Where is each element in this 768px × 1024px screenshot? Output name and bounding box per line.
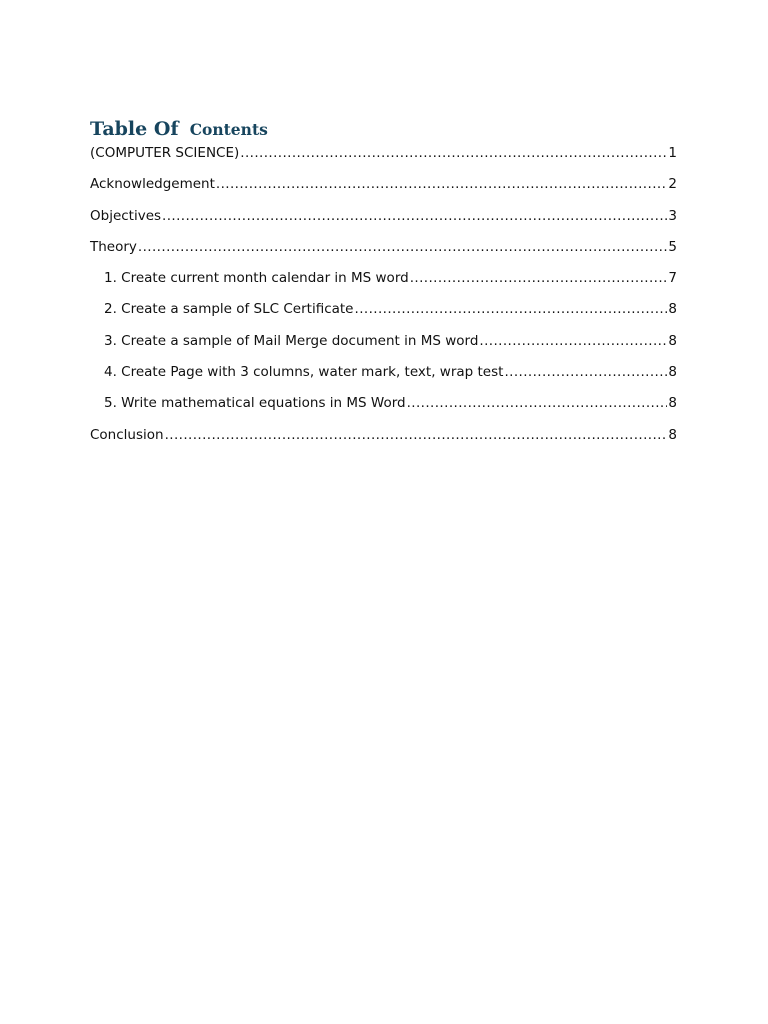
dot-leader [162,208,667,224]
toc-entry-computer-science[interactable] [90,145,677,176]
toc-entry-theory[interactable] [90,239,677,270]
toc-entry-page-number: 2 [668,176,677,193]
toc-entry-label: 2. Create a sample of SLC Certificate [104,301,354,318]
toc-subentry-page-columns[interactable] [90,364,677,395]
dot-leader [410,270,668,286]
toc-subentry-equations[interactable] [90,395,677,426]
toc-entry-label: 5. Write mathematical equations in MS Word [104,395,406,412]
dot-leader [355,301,668,317]
toc-entry-page-number: 3 [668,207,677,224]
toc-entry-label: Objectives [90,207,162,224]
toc-entry-page-number: 5 [668,238,677,255]
toc-entry-label: 1. Create current month calendar in MS word [104,270,409,287]
toc-entry-page-number: 1 [668,145,677,161]
toc-entry-acknowledgement[interactable] [90,176,677,207]
dot-leader [479,333,667,349]
toc-entry-page-number: 8 [668,301,677,318]
toc-entry-page-number: 7 [668,270,677,287]
toc-entry-label: 3. Create a sample of Mail Merge document in MS word [104,332,479,349]
toc-entry-label: 4. Create Page with 3 columns, water mark, text, wrap test [104,364,504,381]
toc-subentry-slc-certificate[interactable] [90,301,677,332]
toc-entry-label: (COMPUTER SCIENCE) [90,145,240,161]
toc-entry-label: Conclusion [90,426,164,443]
toc-entry-conclusion[interactable] [90,427,677,458]
toc-heading-word1: Table Of [90,118,179,140]
toc-entry-page-number: 8 [668,426,677,443]
dot-leader [138,239,667,255]
toc-entry-page-number: 8 [668,395,677,412]
toc-entry-label: Theory [90,238,137,255]
toc-entry-page-number: 8 [668,332,677,349]
toc-entry-label: Acknowledgement [90,176,215,193]
toc-entry-objectives[interactable] [90,208,677,239]
dot-leader [216,176,668,192]
dot-leader [504,364,667,380]
dot-leader [165,427,668,443]
dot-leader [407,395,668,411]
toc-heading-word2: Contents [189,120,268,139]
toc-subentry-mail-merge[interactable] [90,333,677,364]
toc-subentry-calendar[interactable] [90,270,677,301]
dot-leader [240,145,667,161]
toc-entry-page-number: 8 [668,364,677,381]
toc-heading [90,108,268,140]
toc-list [90,145,677,458]
